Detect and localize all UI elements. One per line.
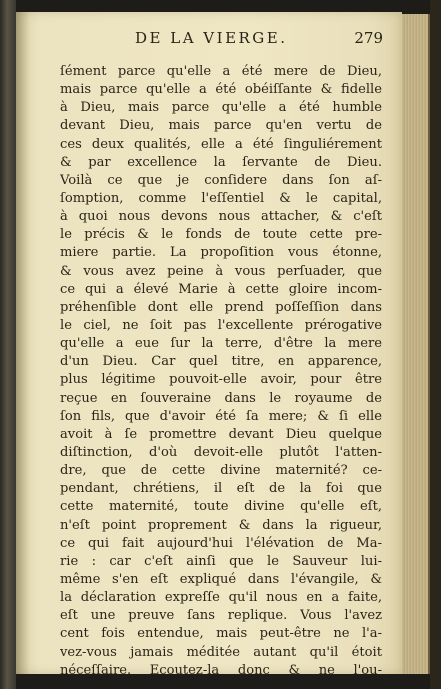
text-line: ſon fils, que d'avoir été ſa mere; & ſi elle	[60, 408, 382, 424]
text-line: Voilà ce que je conſidere dans ſon aſ-	[60, 172, 382, 188]
text-line: & vous avez peine à vous perſuader, que	[60, 263, 382, 279]
text-line: avoit à ſe promettre devant Dieu quelque	[60, 426, 382, 442]
text-line: d'un Dieu. Car quel titre, en apparence,	[60, 354, 382, 370]
text-line: ces deux qualités, elle a été ſinguliérement	[60, 136, 382, 152]
text-line: pendant, chrétiens, il eſt de la foi que	[60, 481, 382, 497]
text-line: vez-vous jamais méditée autant qu'il étoit	[60, 644, 382, 660]
text-line: mais parce qu'elle a été obéiſſante & fidelle	[60, 82, 382, 98]
running-head-title: DE LA VIERGE.	[135, 29, 288, 47]
text-line: néceſſaire. Ecoutez-la donc & ne l'ou-	[60, 662, 382, 678]
text-line: eſt une preuve ſans replique. Vous l'avez	[60, 608, 382, 624]
text-line: qu'elle a eue ſur la terre, d'être la mere	[60, 336, 382, 352]
text-line: plus légitime pouvoit-elle avoir, pour être	[60, 372, 382, 388]
text-line: ſément parce qu'elle a été mere de Dieu,	[60, 64, 382, 79]
text-line: diſtinction, d'où devoit-elle plutôt l'atten-	[60, 444, 382, 460]
page-number: 279	[354, 29, 383, 47]
text-line: ce qui fait aujourd'hui l'élévation de Ma-	[60, 535, 382, 551]
text-line: à quoi nous devons nous attacher, & c'eſt	[60, 209, 382, 225]
text-line: rie : car c'eſt ainſi que le Sauveur lui-	[60, 553, 382, 569]
gutter-shadow	[16, 12, 30, 674]
text-line: à Dieu, mais parce qu'elle a été humble	[60, 100, 382, 116]
text-line: la déclaration expreſſe qu'il nous en a faite,	[60, 590, 382, 606]
text-line: miere partie. La propoſition vous étonne,	[60, 245, 382, 261]
text-line: cent fois entendue, mais peut-être ne l'a-	[60, 626, 382, 642]
page-edges	[402, 14, 430, 674]
text-line: ce qui a élevé Marie à cette gloire incom-	[60, 281, 382, 297]
text-line: préhenſible dont elle prend poſſeſſion dans	[60, 299, 382, 315]
text-line: & par excellence la ſervante de Dieu.	[60, 154, 382, 170]
text-line: reçue en ſouveraine dans le royaume de	[60, 390, 382, 406]
text-line: devant Dieu, mais parce qu'en vertu de	[60, 118, 382, 134]
text-line: n'eſt point proprement & dans la rigueur,	[60, 517, 382, 533]
book-cover-right	[430, 0, 441, 689]
text-line: le ciel, ne ſoit pas l'excellente prérogative	[60, 317, 382, 333]
body-text	[60, 63, 382, 680]
text-line: même s'en eſt expliqué dans l'évangile, &	[60, 571, 382, 587]
book-binding-left	[0, 0, 16, 689]
running-head	[63, 29, 383, 49]
text-line: dre, que de cette divine maternité? ce-	[60, 463, 382, 479]
text-line: cette maternité, toute divine qu'elle eſt,	[60, 499, 382, 515]
text-line: ſomption, comme l'eſſentiel & le capital,	[60, 190, 382, 206]
text-line: le précis & le fonds de toute cette pre-	[60, 227, 382, 243]
